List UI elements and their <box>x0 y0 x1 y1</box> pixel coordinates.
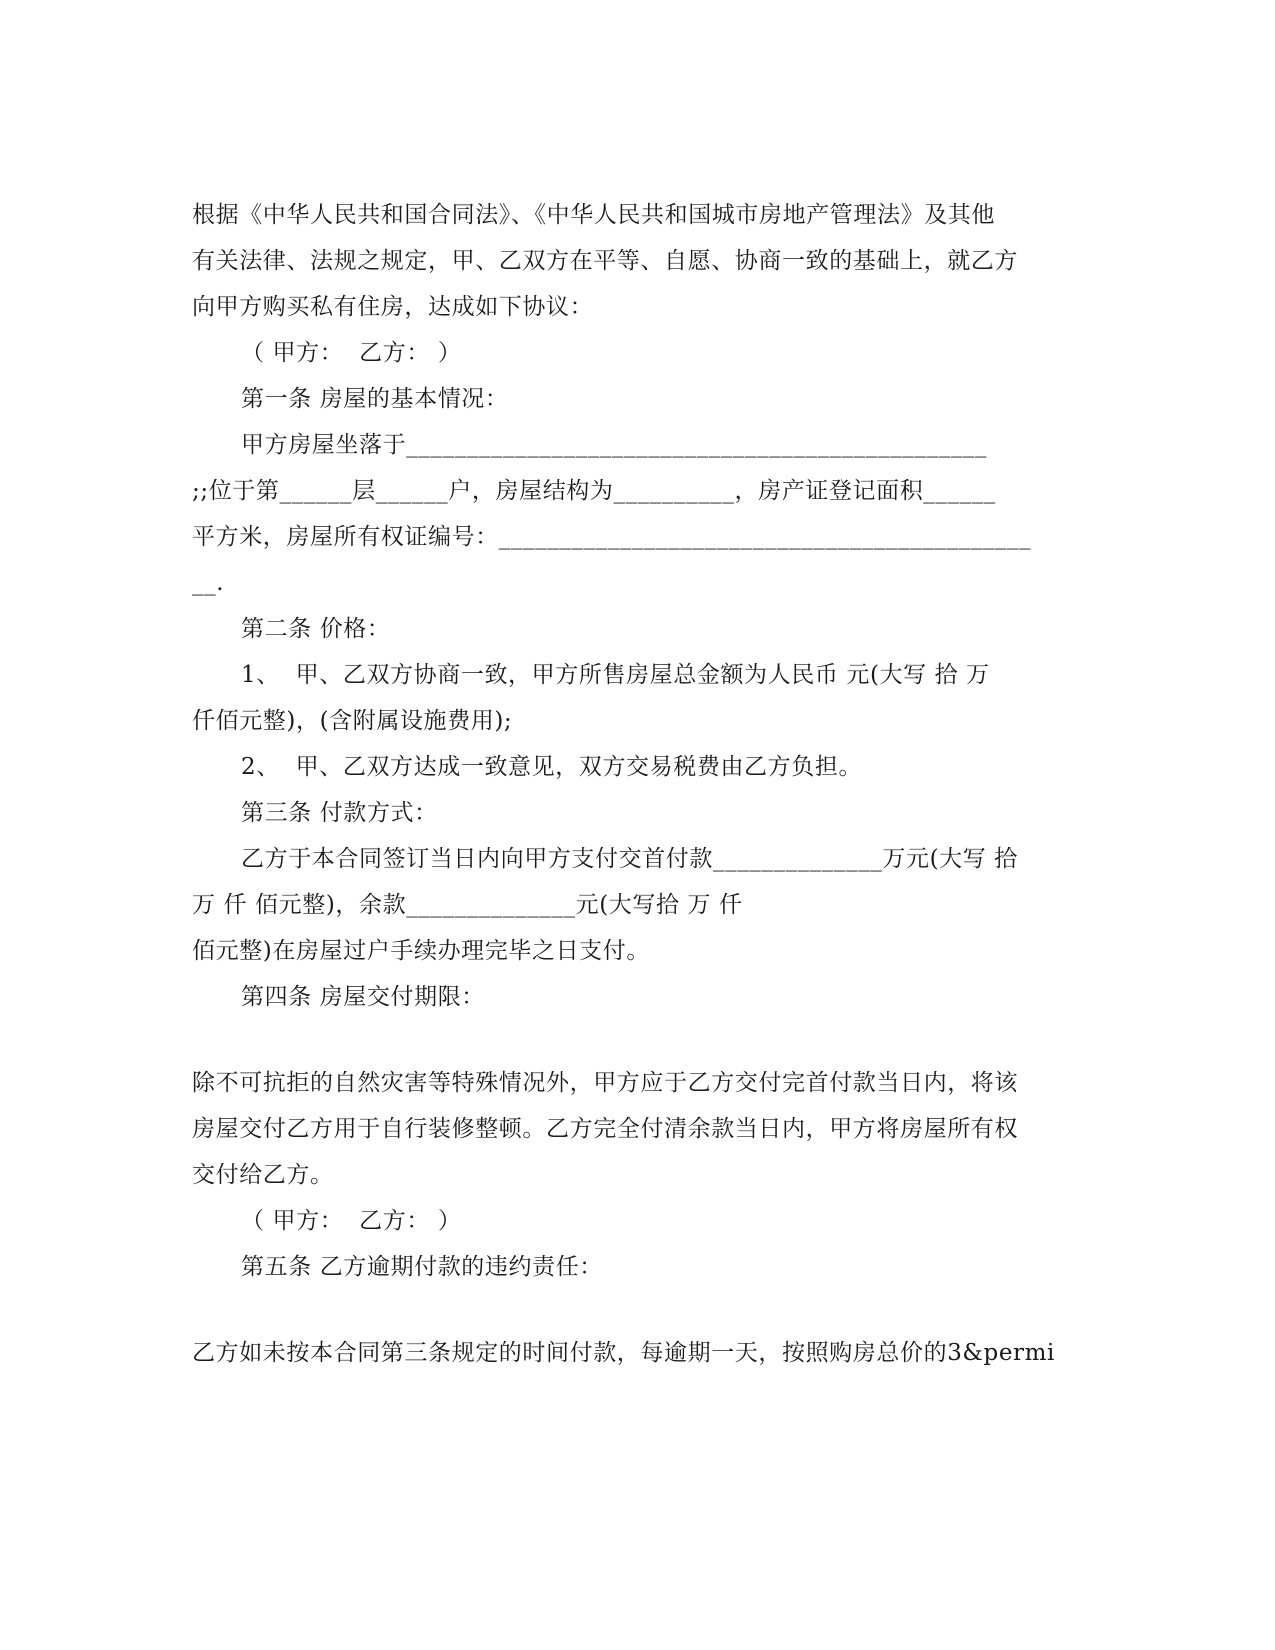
paragraph-line: 万 仟 佰元整)，余款______________元(大写拾 万 仟 <box>192 892 743 918</box>
paragraph-line: 交付给乙方。 <box>192 1162 334 1188</box>
paragraph-line: 乙方如未按本合同第三条规定的时间付款，每逾期一天，按照购房总价的3&permi <box>192 1340 1056 1366</box>
paragraph-line: 向甲方购买私有住房，达成如下协议： <box>192 294 594 320</box>
paragraph-line: 根据《中华人民共和国合同法》、《中华人民共和国城市房地产管理法》及其他 <box>192 202 995 228</box>
paragraph-line: 有关法律、法规之规定，甲、乙双方在平等、自愿、协商一致的基础上，就乙方 <box>192 248 1018 274</box>
paragraph-line: 2、 甲、乙双方达成一致意见，双方交易税费由乙方负担。 <box>241 754 863 780</box>
article-heading: 第五条 乙方逾期付款的违约责任： <box>241 1254 603 1280</box>
party-line: （ 甲方： 乙方： ） <box>241 340 462 366</box>
paragraph-line: 乙方于本合同签订当日内向甲方支付交首付款______________万元(大写 拾 <box>241 846 1018 872</box>
paragraph-line: __. <box>192 570 225 596</box>
paragraph-line: 平方米，房屋所有权证编号：____________________________________________ <box>192 524 1032 550</box>
paragraph-line: 房屋交付乙方用于自行装修整顿。乙方完全付清余款当日内，甲方将房屋所有权 <box>192 1116 1018 1142</box>
paragraph-line: 1、 甲、乙双方协商一致，甲方所售房屋总金额为人民币 元(大写 拾 万 <box>241 662 990 688</box>
paragraph-line: 仟佰元整)，(含附属设施费用); <box>192 708 513 734</box>
article-heading: 第四条 房屋交付期限： <box>241 984 485 1010</box>
article-heading: 第三条 付款方式： <box>241 800 438 826</box>
paragraph-line: 甲方房屋坐落于________________________________________________ <box>241 432 987 458</box>
article-heading: 第二条 价格： <box>241 616 391 642</box>
paragraph-line: ;;位于第______层______户，房屋结构为__________，房产证登记面积______ <box>192 478 996 504</box>
party-line: （ 甲方： 乙方： ） <box>241 1208 462 1234</box>
paragraph-line: 除不可抗拒的自然灾害等特殊情况外，甲方应于乙方交付完首付款当日内，将该 <box>192 1070 1018 1096</box>
article-heading: 第一条 房屋的基本情况： <box>241 386 509 412</box>
paragraph-line: 佰元整)在房屋过户手续办理完毕之日支付。 <box>192 938 650 964</box>
